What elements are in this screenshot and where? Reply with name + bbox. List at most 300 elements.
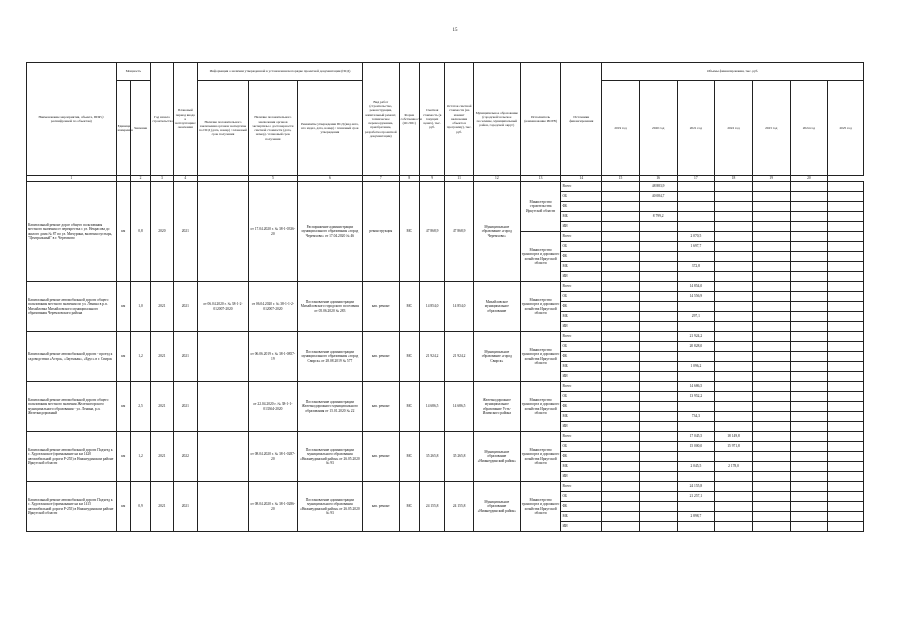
funding-value bbox=[715, 492, 753, 502]
object-period: 2022 bbox=[173, 432, 197, 482]
object-municipality: Железнодорожное муниципальное образование Усть-Илимского района bbox=[473, 382, 520, 432]
funding-value bbox=[790, 362, 828, 372]
funding-value bbox=[639, 292, 677, 302]
object-unit: км bbox=[116, 182, 130, 282]
funding-value bbox=[828, 222, 864, 232]
funding-value bbox=[752, 262, 790, 272]
funding-value bbox=[790, 502, 828, 512]
object-municipality: Михайловское муниципальное образование bbox=[473, 282, 520, 332]
funding-value bbox=[752, 502, 790, 512]
object-unit: км bbox=[116, 482, 130, 532]
object-value: 0,9 bbox=[130, 482, 150, 532]
funding-value bbox=[602, 462, 640, 472]
object-psd: Постановление администрации Михайловского городского поселения от 05.06.2020 № 283 bbox=[297, 282, 362, 332]
object-reliability: от 08.04.2020 г. № 38-1-0286-20 bbox=[248, 482, 297, 532]
funding-value bbox=[639, 272, 677, 282]
funding-value bbox=[752, 312, 790, 322]
funding-value bbox=[752, 392, 790, 402]
header-work-type: Вид работ (строительство, реконструкция, капитальный ремонт, техническое перевооружение, приобретение, разработка проектной документации) bbox=[362, 63, 399, 176]
funding-value: 17 045,5 bbox=[677, 432, 715, 442]
funding-value bbox=[715, 452, 753, 462]
funding-value bbox=[752, 402, 790, 412]
header-name: Наименование мероприятия, объекта, ПИР (с расшифровкой по объектам) bbox=[27, 63, 117, 176]
funding-value bbox=[828, 362, 864, 372]
object-expertise bbox=[198, 482, 249, 532]
header-year-2025: 2025 год bbox=[828, 81, 864, 176]
funding-value: 8 799,2 bbox=[639, 212, 677, 222]
funding-value bbox=[828, 502, 864, 512]
funding-value bbox=[602, 242, 640, 252]
funding-value bbox=[828, 392, 864, 402]
header-remaining: Остаток сметной стоимости (на момент включения объекта в программу), тыс. руб. bbox=[445, 63, 474, 176]
object-work-type: кап. ремонт bbox=[362, 282, 399, 332]
funding-value bbox=[715, 212, 753, 222]
object-ownership: МС bbox=[399, 432, 419, 482]
funding-value bbox=[715, 412, 753, 422]
column-number: 5 bbox=[248, 176, 297, 182]
funding-value: 297,1 bbox=[677, 312, 715, 322]
object-year-start: 2021 bbox=[151, 432, 173, 482]
funding-value bbox=[752, 422, 790, 432]
table-row bbox=[27, 482, 864, 492]
object-unit: км bbox=[116, 332, 130, 382]
funding-source: ОБ bbox=[561, 392, 602, 402]
funding-value bbox=[639, 522, 677, 532]
header-sources: Источники финансирования bbox=[561, 63, 602, 176]
funding-value bbox=[677, 192, 715, 202]
object-period: 2021 bbox=[173, 282, 197, 332]
object-name: Капитальный ремонт автомобильной дороги Подъезд к с. Худоеланское (примыкание на км 1420 автомобильной дороги Р-255) в Нижнеудинском районе Иркутской области bbox=[27, 432, 117, 482]
object-executor: Министерство транспорта и дорожного хозяйства Иркутской области bbox=[520, 232, 561, 282]
funding-value bbox=[677, 322, 715, 332]
funding-value bbox=[602, 192, 640, 202]
header-planned-period: Плановый период ввода в эксплуатацию/окончания bbox=[173, 63, 197, 176]
funding-source: ОБ bbox=[561, 192, 602, 202]
funding-value bbox=[752, 242, 790, 252]
object-name: Капитальный ремонт автомобильной дороги Подъезд к с. Худоеланское (примыкание на км 1415 автомобильной дороги Р-255) в Нижнеудинском районе Иркутской области bbox=[27, 482, 117, 532]
funding-value bbox=[752, 372, 790, 382]
object-psd: Распоряжение администрации муниципального образования «город Черемхово» от 17.04.2020 № 46 bbox=[297, 182, 362, 282]
funding-value bbox=[602, 182, 640, 192]
object-estimate: 14 854,0 bbox=[419, 282, 444, 332]
funding-source: МБ bbox=[561, 462, 602, 472]
object-estimate: 35 265,8 bbox=[419, 432, 444, 482]
object-ownership: МС bbox=[399, 482, 419, 532]
funding-value bbox=[828, 262, 864, 272]
funding-value bbox=[790, 462, 828, 472]
funding-value bbox=[715, 522, 753, 532]
header-year-2021: 2021 год bbox=[677, 81, 715, 176]
object-psd: Постановление администрации Железнодорожного муниципального образования от 15.01.2020 № 22 bbox=[297, 382, 362, 432]
funding-value bbox=[752, 452, 790, 462]
column-number: 2 bbox=[130, 176, 150, 182]
funding-value bbox=[715, 192, 753, 202]
object-unit: км bbox=[116, 282, 130, 332]
funding-value bbox=[828, 342, 864, 352]
funding-value bbox=[828, 272, 864, 282]
funding-value bbox=[828, 312, 864, 322]
funding-value bbox=[715, 472, 753, 482]
funding-value bbox=[602, 342, 640, 352]
funding-value bbox=[602, 422, 640, 432]
header-executor: Исполнитель (наименование ИОГВ) bbox=[520, 63, 561, 176]
funding-value bbox=[828, 432, 864, 442]
funding-value bbox=[828, 182, 864, 192]
object-municipality: Муниципальное образование «Нижнеудинский район» bbox=[473, 432, 520, 482]
funding-value bbox=[715, 242, 753, 252]
funding-value bbox=[639, 472, 677, 482]
funding-value bbox=[639, 492, 677, 502]
table-row bbox=[27, 332, 864, 342]
funding-value bbox=[790, 492, 828, 502]
funding-value bbox=[790, 242, 828, 252]
funding-source: ОБ bbox=[561, 342, 602, 352]
funding-source: Всего bbox=[561, 332, 602, 342]
funding-source: ОБ bbox=[561, 242, 602, 252]
funding-value bbox=[828, 352, 864, 362]
funding-value bbox=[828, 322, 864, 332]
funding-value bbox=[828, 452, 864, 462]
funding-value bbox=[790, 272, 828, 282]
funding-value bbox=[790, 392, 828, 402]
funding-value: 13 952,2 bbox=[677, 392, 715, 402]
funding-value bbox=[828, 492, 864, 502]
funding-value bbox=[715, 382, 753, 392]
header-year-2022: 2022 год bbox=[715, 81, 753, 176]
funding-value bbox=[715, 402, 753, 412]
funding-value bbox=[828, 242, 864, 252]
funding-value bbox=[677, 182, 715, 192]
header-power: Мощность bbox=[116, 63, 151, 81]
funding-value: 15 971,8 bbox=[715, 442, 753, 452]
funding-value bbox=[790, 402, 828, 412]
funding-source: Всего bbox=[561, 432, 602, 442]
funding-value bbox=[715, 272, 753, 282]
funding-value bbox=[790, 412, 828, 422]
funding-value bbox=[639, 442, 677, 452]
funding-value bbox=[715, 502, 753, 512]
funding-value bbox=[639, 502, 677, 512]
object-expertise bbox=[198, 432, 249, 482]
table-row bbox=[27, 182, 864, 192]
funding-value bbox=[752, 252, 790, 262]
funding-value bbox=[828, 412, 864, 422]
header-year-2024: 2024 год bbox=[790, 81, 828, 176]
column-number: 20 bbox=[790, 176, 828, 182]
funding-value bbox=[790, 382, 828, 392]
funding-value bbox=[602, 302, 640, 312]
funding-value: 372,8 bbox=[677, 262, 715, 272]
object-executor: Министерство транспорта и дорожного хозяйства Иркутской области bbox=[520, 382, 561, 432]
funding-value bbox=[677, 422, 715, 432]
page-number: 15 bbox=[452, 28, 458, 33]
funding-source: МБ bbox=[561, 362, 602, 372]
object-value: 1,2 bbox=[130, 432, 150, 482]
funding-value bbox=[790, 482, 828, 492]
funding-value bbox=[828, 402, 864, 412]
funding-value bbox=[715, 252, 753, 262]
object-value: 0,8 bbox=[130, 182, 150, 282]
funding-value bbox=[602, 352, 640, 362]
funding-value bbox=[639, 432, 677, 442]
funding-value bbox=[715, 322, 753, 332]
funding-value bbox=[752, 182, 790, 192]
funding-value bbox=[790, 332, 828, 342]
object-unit: км bbox=[116, 432, 130, 482]
funding-value bbox=[602, 442, 640, 452]
funding-value: 40 084,7 bbox=[639, 192, 677, 202]
column-number: 19 bbox=[752, 176, 790, 182]
funding-value bbox=[752, 272, 790, 282]
funding-value bbox=[677, 212, 715, 222]
funding-value bbox=[790, 302, 828, 312]
funding-value bbox=[752, 412, 790, 422]
funding-value: 21 924,2 bbox=[677, 332, 715, 342]
funding-value bbox=[677, 502, 715, 512]
funding-value bbox=[639, 372, 677, 382]
funding-source: ОБ bbox=[561, 292, 602, 302]
funding-value bbox=[752, 282, 790, 292]
funding-value bbox=[715, 372, 753, 382]
object-reliability: от 22.04.2020 г. № 38-1-1-013364-2020 bbox=[248, 382, 297, 432]
funding-value bbox=[828, 522, 864, 532]
funding-value bbox=[828, 382, 864, 392]
funding-value: 20 828,0 bbox=[677, 342, 715, 352]
column-number: 6 bbox=[297, 176, 362, 182]
funding-value bbox=[639, 452, 677, 462]
object-reliability: от 06.06.2019 г. № 38-1-0857-19 bbox=[248, 332, 297, 382]
column-number: 17 bbox=[677, 176, 715, 182]
funding-value bbox=[790, 222, 828, 232]
funding-value bbox=[677, 522, 715, 532]
funding-value bbox=[828, 202, 864, 212]
funding-value bbox=[828, 462, 864, 472]
object-value: 1,2 bbox=[130, 332, 150, 382]
funding-value: 2 898,7 bbox=[677, 512, 715, 522]
funding-value bbox=[639, 282, 677, 292]
funding-value bbox=[828, 252, 864, 262]
funding-source: ФБ bbox=[561, 402, 602, 412]
funding-value bbox=[790, 512, 828, 522]
funding-value bbox=[602, 312, 640, 322]
object-ownership: МС bbox=[399, 332, 419, 382]
funding-source: ФБ bbox=[561, 252, 602, 262]
funding-value bbox=[715, 182, 753, 192]
object-remaining: 35 265,8 bbox=[445, 432, 474, 482]
funding-value bbox=[602, 452, 640, 462]
funding-value bbox=[790, 252, 828, 262]
funding-value: 1 096,2 bbox=[677, 362, 715, 372]
funding-value bbox=[677, 352, 715, 362]
funding-source: Всего bbox=[561, 232, 602, 242]
funding-value bbox=[752, 382, 790, 392]
object-name: Капитальный ремонт автомобильной дороги - проезд к садоводствам «Астра», «Заутыкан», «Брус» в г. Свирск bbox=[27, 332, 117, 382]
funding-value bbox=[752, 232, 790, 242]
header-year-2019: 2019 год bbox=[602, 81, 640, 176]
funding-value bbox=[602, 232, 640, 242]
funding-value bbox=[639, 202, 677, 212]
funding-value bbox=[677, 272, 715, 282]
funding-value bbox=[639, 422, 677, 432]
funding-value: 2 070,5 bbox=[677, 232, 715, 242]
funding-value: 21 257,1 bbox=[677, 492, 715, 502]
funding-value bbox=[602, 432, 640, 442]
object-year-start: 2021 bbox=[151, 482, 173, 532]
funding-value bbox=[677, 202, 715, 212]
funding-value bbox=[639, 402, 677, 412]
funding-value bbox=[602, 362, 640, 372]
funding-value bbox=[602, 392, 640, 402]
funding-source: МБ bbox=[561, 262, 602, 272]
object-executor: Министерство транспорта и дорожного хозяйства Иркутской области bbox=[520, 282, 561, 332]
funding-value bbox=[752, 462, 790, 472]
funding-value: 1 697,7 bbox=[677, 242, 715, 252]
object-value: 1,0 bbox=[130, 282, 150, 332]
funding-value bbox=[828, 192, 864, 202]
funding-value bbox=[752, 432, 790, 442]
funding-value bbox=[639, 352, 677, 362]
object-estimate: 21 924,2 bbox=[419, 332, 444, 382]
object-psd: Постановление администрации муниципального образования «Нижнеудинский район» от 26.05.2020 № 93 bbox=[297, 432, 362, 482]
funding-value bbox=[715, 282, 753, 292]
object-expertise bbox=[198, 332, 249, 382]
funding-value bbox=[639, 392, 677, 402]
funding-value bbox=[602, 502, 640, 512]
object-ownership: МС bbox=[399, 282, 419, 332]
funding-value bbox=[639, 302, 677, 312]
object-year-start: 2021 bbox=[151, 332, 173, 382]
funding-value bbox=[602, 272, 640, 282]
funding-source: МБ bbox=[561, 512, 602, 522]
funding-value bbox=[639, 382, 677, 392]
funding-value bbox=[828, 292, 864, 302]
funding-value: 734,3 bbox=[677, 412, 715, 422]
column-number: 8 bbox=[399, 176, 419, 182]
funding-value bbox=[752, 332, 790, 342]
funding-value bbox=[715, 262, 753, 272]
object-expertise bbox=[198, 382, 249, 432]
funding-value bbox=[639, 342, 677, 352]
funding-value bbox=[715, 392, 753, 402]
funding-value bbox=[752, 442, 790, 452]
funding-value bbox=[790, 352, 828, 362]
funding-value bbox=[677, 222, 715, 232]
funding-value bbox=[828, 482, 864, 492]
funding-value bbox=[639, 322, 677, 332]
column-number: 4 bbox=[173, 176, 197, 182]
funding-source: ОБ bbox=[561, 442, 602, 452]
header-expertise: Наличие положительного заключения органов экспертизы по ПСД (дата, номер) / плановый срок получения bbox=[198, 81, 249, 176]
object-executor: Министерство транспорта и дорожного хозяйства Иркутской области bbox=[520, 482, 561, 532]
funding-value bbox=[715, 482, 753, 492]
header-reliability: Наличие положительного заключения органов экспертизы о достоверности сметной стоимости (дата, номер) / плановый срок получения bbox=[248, 81, 297, 176]
funding-source: МБ bbox=[561, 312, 602, 322]
funding-value bbox=[639, 412, 677, 422]
funding-value bbox=[828, 302, 864, 312]
object-expertise bbox=[198, 182, 249, 282]
object-period: 2021 bbox=[173, 332, 197, 382]
funding-source: Всего bbox=[561, 282, 602, 292]
funding-value bbox=[752, 512, 790, 522]
object-estimate: 14 686,5 bbox=[419, 382, 444, 432]
funding-value bbox=[790, 312, 828, 322]
funding-value bbox=[752, 202, 790, 212]
funding-value bbox=[828, 472, 864, 482]
funding-value bbox=[715, 342, 753, 352]
object-psd: Постановление администрации муниципального образования «город Свирск» от 28.08.2019 № 577 bbox=[297, 332, 362, 382]
object-work-type: кап. ремонт bbox=[362, 332, 399, 382]
funding-value bbox=[828, 372, 864, 382]
funding-value bbox=[602, 482, 640, 492]
funding-table bbox=[26, 62, 864, 532]
funding-value: 14 556,9 bbox=[677, 292, 715, 302]
funding-value bbox=[828, 512, 864, 522]
funding-value: 14 686,5 bbox=[677, 382, 715, 392]
column-number: 9 bbox=[419, 176, 444, 182]
funding-value bbox=[790, 192, 828, 202]
object-work-type: реконструкция bbox=[362, 182, 399, 282]
funding-value bbox=[752, 342, 790, 352]
column-number: 1 bbox=[27, 176, 117, 182]
funding-value bbox=[602, 402, 640, 412]
funding-value bbox=[790, 432, 828, 442]
funding-value bbox=[715, 512, 753, 522]
table-row bbox=[27, 432, 864, 442]
funding-value bbox=[715, 332, 753, 342]
funding-value bbox=[828, 232, 864, 242]
object-name: Капитальный ремонт автомобильной дороги общего пользования местного значения по ул. Ленина в р.п. Михайловка Михайловского муниципального образования Черемховского района bbox=[27, 282, 117, 332]
funding-value bbox=[790, 342, 828, 352]
object-expertise: от 06.04.2020 г. № 38-1-2-012007-2020 bbox=[198, 282, 249, 332]
funding-value bbox=[602, 282, 640, 292]
funding-value bbox=[752, 222, 790, 232]
object-remaining: 47 868,9 bbox=[445, 182, 474, 282]
funding-source: ИИ bbox=[561, 472, 602, 482]
funding-source: Всего bbox=[561, 382, 602, 392]
object-municipality: Муниципальное образование «город Свирск» bbox=[473, 332, 520, 382]
funding-value bbox=[602, 202, 640, 212]
object-executor: Министерство транспорта и дорожного хозяйства Иркутской области bbox=[520, 332, 561, 382]
funding-value bbox=[715, 422, 753, 432]
funding-value: 24 155,8 bbox=[677, 482, 715, 492]
object-estimate: 47 868,9 bbox=[419, 182, 444, 282]
object-ownership: МС bbox=[399, 182, 419, 282]
header-municipality: Муниципальное образование (городской/сельское поселение, муниципальный район, городской округ) bbox=[473, 63, 520, 176]
funding-value bbox=[752, 472, 790, 482]
object-remaining: 14 854,0 bbox=[445, 282, 474, 332]
funding-value bbox=[602, 382, 640, 392]
funding-source: ИИ bbox=[561, 222, 602, 232]
header-year-start: Год начала строительства bbox=[151, 63, 173, 176]
funding-source: ИИ bbox=[561, 272, 602, 282]
funding-value bbox=[752, 292, 790, 302]
funding-value bbox=[677, 472, 715, 482]
funding-value bbox=[790, 442, 828, 452]
funding-source: ОБ bbox=[561, 492, 602, 502]
object-ownership: МС bbox=[399, 382, 419, 432]
funding-value: 2 045,5 bbox=[677, 462, 715, 472]
funding-value: 48 883,9 bbox=[639, 182, 677, 192]
funding-value bbox=[790, 292, 828, 302]
funding-value bbox=[602, 372, 640, 382]
object-municipality: Муниципальное образование «город Черемхово» bbox=[473, 182, 520, 282]
object-period: 2021 bbox=[173, 182, 197, 282]
column-number: 13 bbox=[520, 176, 561, 182]
object-executor: Министерство строительства Иркутской области bbox=[520, 182, 561, 232]
funding-value bbox=[715, 292, 753, 302]
object-executor: Министерство транспорта и дорожного хозяйства Иркутской области bbox=[520, 432, 561, 482]
funding-value bbox=[790, 202, 828, 212]
